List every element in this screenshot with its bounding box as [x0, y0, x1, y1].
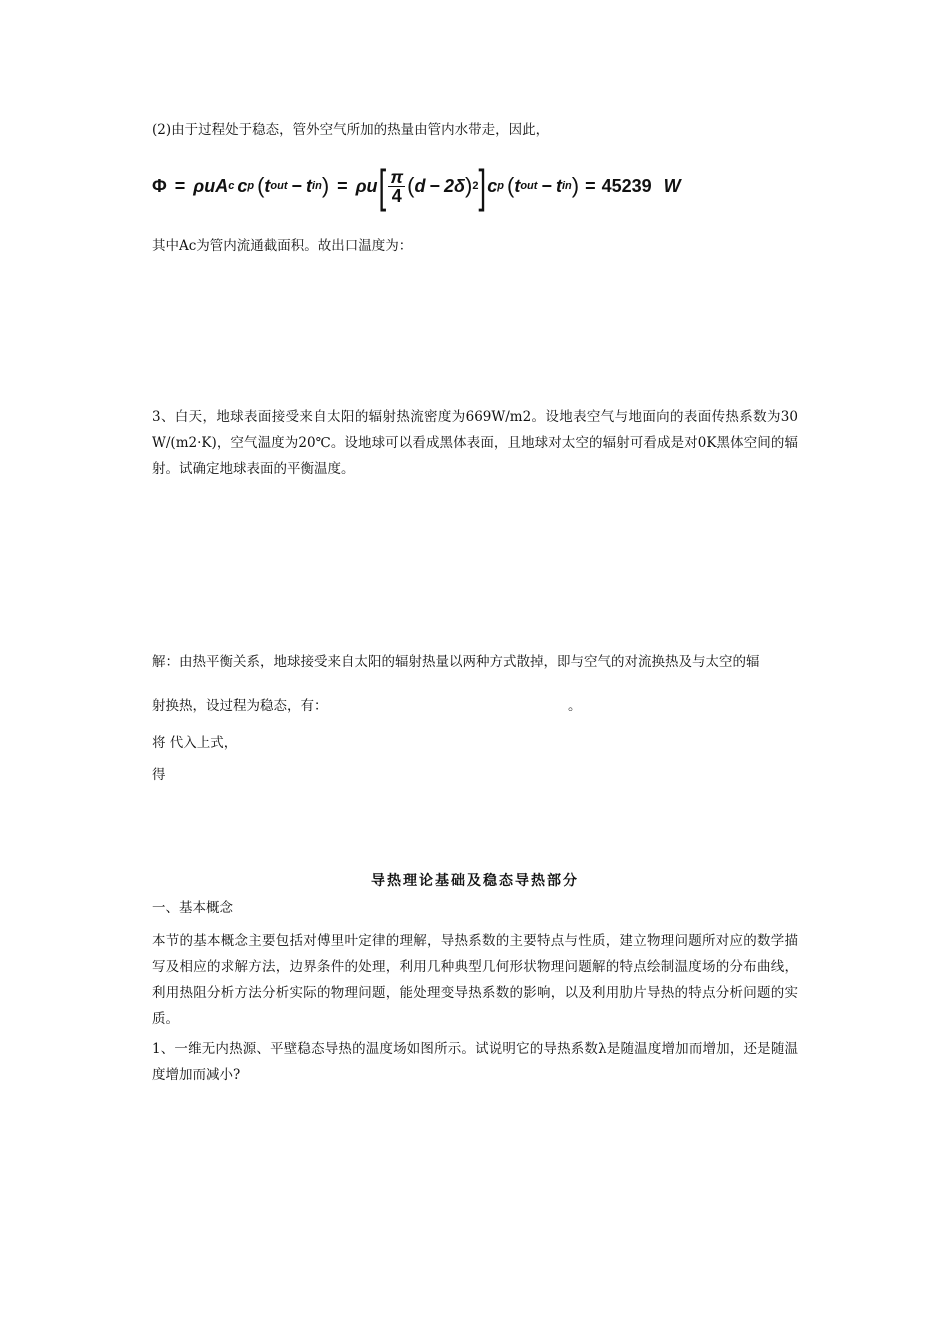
formula-cp-2: c: [487, 175, 498, 196]
formula-minus-2: −: [429, 175, 441, 196]
formula-square: 2: [472, 180, 479, 192]
formula-in-subscript-2: in: [561, 180, 572, 192]
subsection-heading: 一、基本概念: [152, 900, 233, 916]
intro-paragraph: 本节的基本概念主要包括对傅里叶定律的理解，导热系数的主要特点与性质，建立物理问题所对应的数学描写及相应的求解方法，边界条件的处理，利用几种典型几何形状物理问题解的特点绘制温度场的分布曲线，利用热阻分析方法分析实际的物理问题，能处理变导热系数的影响，以及利用肋片导热的特点分析问题的实质。: [152, 933, 798, 1027]
formula-result: 45239: [601, 175, 652, 196]
formula-in-subscript: in: [312, 180, 322, 192]
formula-t-in-2: t: [555, 175, 562, 196]
paragraph-ac-definition: 其中Ac为管内流通截面积。故出口温度为：: [152, 238, 413, 254]
formula-t-in: t: [306, 175, 313, 196]
formula-minus-3: −: [541, 175, 552, 196]
formula-ac-subscript: c: [228, 180, 235, 192]
formula-t-out-2: t: [514, 175, 521, 196]
formula-phi: Φ: [152, 175, 167, 196]
formula-pi-over-4: $\frac{\pi}{4}$: [390, 166, 404, 206]
formula-rho-u: ρu: [355, 175, 378, 196]
formula-out-subscript-2: out: [520, 180, 538, 192]
formula-p-subscript-2: p: [497, 180, 504, 192]
problem-3-text: 3、白天，地球表面接受来自太阳的辐射热流密度为669W/m2。设地表空气与地面向的表面传热系数为30 W/(m2·K)，空气温度为20℃。设地球可以看成黑体表面，且地球对太空的辐射可看成是对0K黑体空间的辐射。试确定地球表面的平衡温度。: [152, 409, 798, 477]
heat-flux-formula: Φ = ρuA c c p ( t out − t in ) = ρu [ $\frac{\pi}{4}$ ( d − 2δ ) 2 ] c p ( t out − t in ) = 45239 W: [152, 160, 681, 212]
formula-equals-1: =: [174, 175, 186, 196]
formula-equals-3: =: [585, 175, 596, 196]
solution-line-1: 解：由热平衡关系，地球接受来自太阳的辐射热量以两种方式散掉，即与空气的对流换热及与太空的辐: [152, 654, 760, 670]
section-title: 导热理论基础及稳态导热部分: [371, 873, 579, 889]
formula-t-out: t: [264, 175, 271, 196]
paragraph-steady-state: (2)由于过程处于稳态，管外空气所加的热量由管内水带走，因此，: [152, 122, 550, 138]
result-line: 得: [152, 767, 166, 783]
formula-out-subscript: out: [270, 180, 288, 192]
formula-equals-2: =: [337, 175, 348, 196]
solution-line-2-end: 。: [568, 698, 582, 714]
formula-d: d: [414, 175, 426, 196]
substitute-line: 将 代入上式，: [152, 735, 238, 751]
formula-unit: W: [663, 175, 681, 196]
formula-minus-1: −: [291, 175, 303, 196]
formula-two-delta: 2δ: [444, 175, 466, 196]
formula-rho-u-a: ρuA: [193, 175, 229, 196]
solution-line-2: [152, 696, 798, 716]
formula-p-subscript: p: [247, 180, 255, 192]
formula-cp: c: [237, 175, 248, 196]
solution-line-2-text: 射换热，设过程为稳态，有：: [152, 698, 328, 714]
question-1-text: 1、一维无内热源、平壁稳态导热的温度场如图所示。试说明它的导热系数λ是随温度增加而增加，还是随温度增加而减小?: [152, 1041, 798, 1083]
